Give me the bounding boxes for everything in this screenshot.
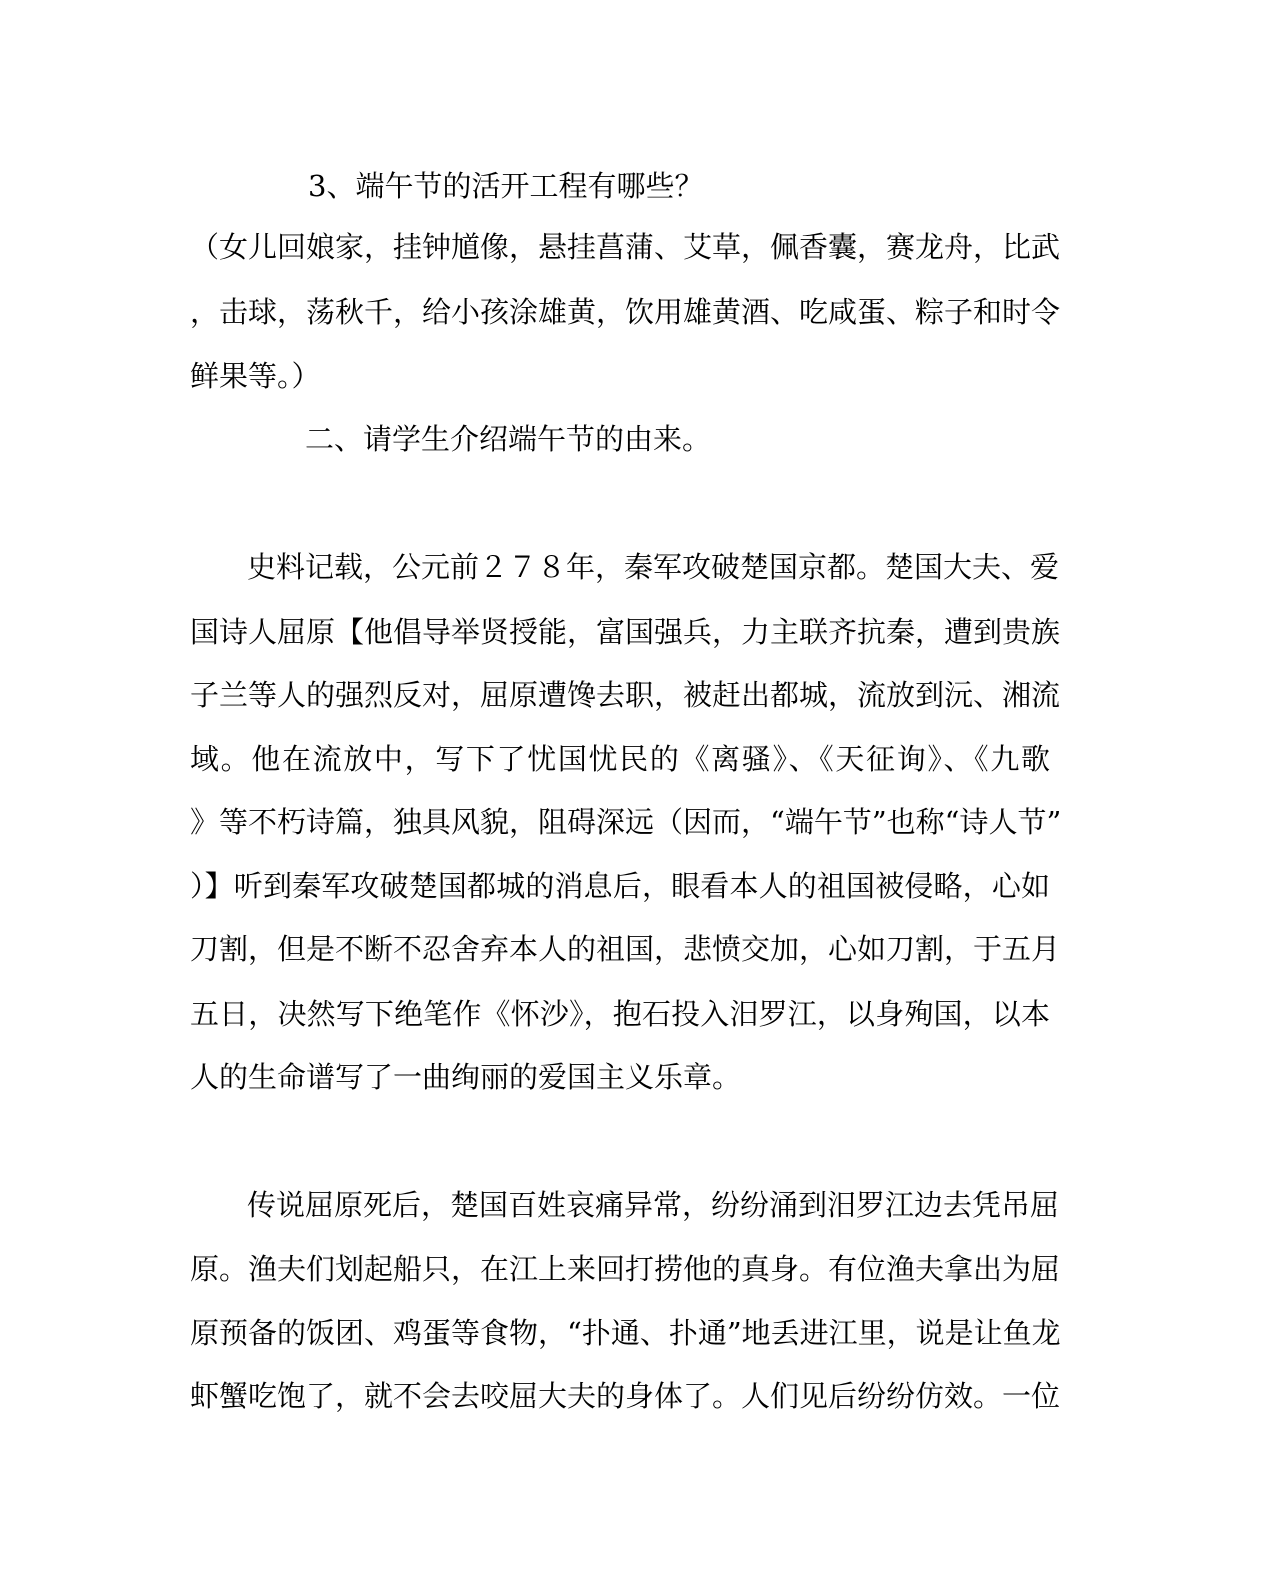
activities-line-3: 鲜果等。） [190,359,321,393]
legend-para-line-2: 原。渔夫们划起船只，在江上来回打捞他的真身。有位渔夫拿出为屈 [190,1252,1061,1286]
history-para-line-7: 刀割，但是不断不忍舍弃本人的祖国，悲愤交加，心如刀割，于五月 [190,932,1061,966]
legend-para-line-1: 传说屈原死后，楚国百姓哀痛异常，纷纷涌到汨罗江边去凭吊屈 [247,1188,1060,1222]
legend-para-line-3: 原预备的饭团、鸡蛋等食物，“扑通、扑通”地丢进江里，说是让鱼龙 [190,1316,1061,1350]
history-para-line-5: 》等不朽诗篇，独具风貌，阻碍深远（因而，“端午节”也称“诗人节” [190,805,1062,839]
history-para-line-2: 国诗人屈原【他倡导举贤授能，富国强兵，力主联齐抗秦，遭到贵族 [190,615,1061,649]
question-3-heading: 3、端午节的活开工程有哪些？ [308,169,704,203]
section-two-heading: 二、请学生介绍端午节的由来。 [305,422,712,456]
history-para-line-3: 子兰等人的强烈反对，屈原遭馋去职，被赶出都城，流放到沅、湘流 [190,678,1061,712]
activities-line-1: （女儿回娘家，挂钟馗像，悬挂菖蒲、艾草，佩香囊，赛龙舟，比武 [190,230,1061,264]
history-para-line-8: 五日，决然写下绝笔作《怀沙》，抱石投入汨罗江，以身殉国，以本 [190,997,1050,1031]
history-para-line-4: 域。他在流放中，写下了忧国忧民的《离骚》、《天征询》、《九歌 [190,742,1050,776]
activities-line-2: ，击球，荡秋千，给小孩涂雄黄，饮用雄黄酒、吃咸蛋、粽子和时令 [190,295,1061,329]
legend-para-line-4: 虾蟹吃饱了，就不会去咬屈大夫的身体了。人们见后纷纷仿效。一位 [190,1379,1061,1413]
history-para-line-9: 人的生命谱写了一曲绚丽的爱国主义乐章。 [190,1060,742,1094]
history-para-line-6: ）】听到秦军攻破楚国都城的消息后，眼看本人的祖国被侵略，心如 [190,869,1050,903]
history-para-line-1: 史料记载，公元前２７８年，秦军攻破楚国京都。楚国大夫、爱 [247,550,1060,584]
